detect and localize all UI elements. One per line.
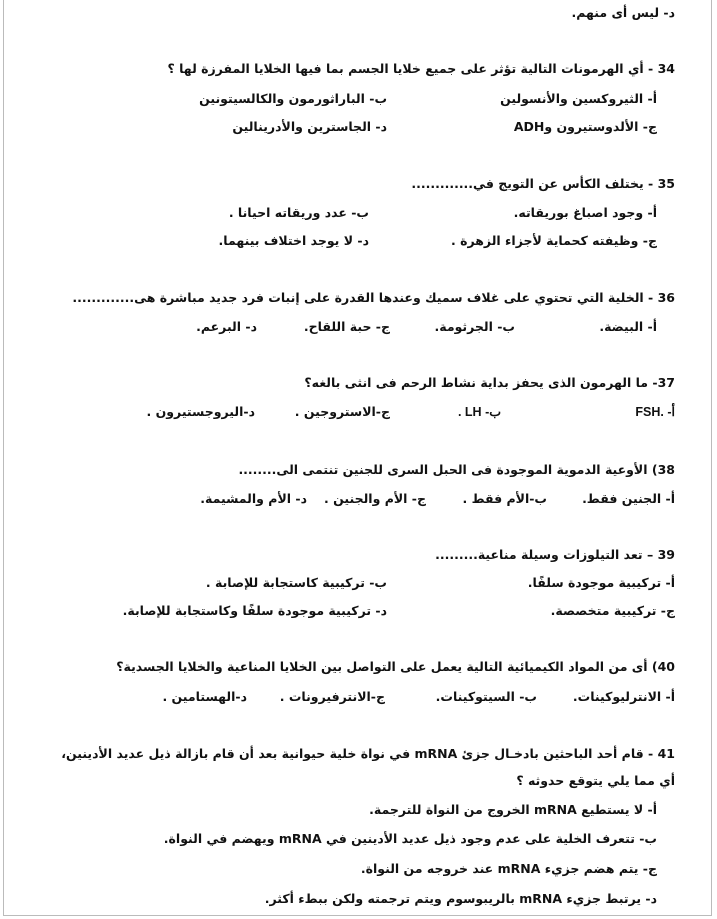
- question-39-stem: 39 – تعد التيلوزات وسيلة مناعية.........: [435, 547, 675, 562]
- q37-option-a: أ- .FSH: [635, 405, 675, 419]
- question-34-stem: 34 - أي الهرمونات التالية تؤثر على جميع خلايا الجسم بما فيها الخلايا المفرزة لها ؟: [167, 61, 675, 76]
- q38-option-b: ب-الأم فقط .: [462, 491, 547, 506]
- q40-option-c: ج-الانترفيرونات .: [279, 689, 385, 704]
- q39-option-c: ج- تركيبية متخصصة.: [550, 603, 675, 618]
- q38-option-a: أ- الجنين فقط.: [582, 491, 675, 506]
- q35-option-a: أ- وجود اصباغ بوريقاته.: [513, 205, 657, 220]
- previous-question-option-d: د- ليس أى منهم.: [571, 5, 675, 20]
- q36-option-a: أ- البيضة.: [599, 319, 657, 334]
- q41-option-c: ج- يتم هضم جزيء mRNA عند خروجه من النواة.: [360, 861, 657, 876]
- q35-option-d: د- لا يوجد اختلاف بينهما.: [218, 233, 369, 248]
- q41-option-a: أ- لا يستطيع mRNA الخروج من النواة للترجمة.: [369, 802, 657, 817]
- q34-option-c: ج- الألدوستيرون وADH: [513, 119, 657, 134]
- q40-option-d: د-الهستامين .: [162, 689, 247, 704]
- q34-option-d: د- الجاسترين والأدرينالين: [232, 119, 387, 134]
- q36-option-d: د- البرعم.: [196, 319, 257, 334]
- q34-option-a: أ- الثيروكسين والأنسولين: [500, 91, 657, 106]
- q38-option-d: د- الأم والمشيمة.: [200, 491, 307, 506]
- q38-option-c: ج- الأم والجنين .: [324, 491, 426, 506]
- question-41-stem-line1: 41 - قام أحد الباحثين بادخـال جزئ mRNA في نواة خلية حيوانية بعد أن قام بازالة ذيل عديد الأدينين،: [61, 746, 675, 761]
- question-41-stem-line2: أي مما يلي يتوقع حدوثه ؟: [516, 773, 675, 788]
- q34-option-b: ب- الباراثورمون والكالسيتونين: [199, 91, 387, 106]
- q39-option-d: د- تركيبية موجودة سلفًا وكاستجابة للإصابة.: [122, 603, 387, 618]
- question-37-stem: 37- ما الهرمون الذى يحفز بداية نشاط الرحم فى انثى بالغه؟: [304, 375, 675, 390]
- q37-option-d: د-اليروجستيرون .: [146, 404, 255, 419]
- q39-option-a: أ- تركيبية موجودة سلفًا.: [527, 575, 675, 590]
- question-38-stem: 38) الأوعية الدموية الموجودة فى الحبل السرى للجنين تنتمى الى........: [238, 462, 675, 477]
- q40-option-a: أ- الانترليوكينات.: [572, 689, 675, 704]
- q41-option-d: د- يرتبط جزيء mRNA بالريبوسوم ويتم ترجمته ولكن ببطء أكثر.: [264, 891, 657, 906]
- question-40-stem: 40) أى من المواد الكيميائية التالية يعمل على التواصل بين الخلايا المناعية والخلايا الجسدية؟: [116, 659, 675, 674]
- q35-option-b: ب- عدد وريقاته احيانا .: [228, 205, 369, 220]
- q35-option-c: ج- وظيفته كحماية لأجزاء الزهرة .: [451, 233, 657, 248]
- q41-option-b: ب- تتعرف الخلية على عدم وجود ذيل عديد الأدينين في mRNA ويهضم في النواة.: [163, 831, 657, 846]
- q40-option-b: ب- السيتوكينات.: [435, 689, 537, 704]
- q36-option-c: ج- حبة اللقاح.: [303, 319, 390, 334]
- question-36-stem: 36 - الخلية التي تحتوي على غلاف سميك وعندها القدرة على إنبات فرد جديد مباشرة هى.............: [72, 290, 675, 305]
- q37-option-c: ج-الاستروجين .: [294, 404, 390, 419]
- question-35-stem: 35 - يختلف الكأس عن التويج في.............: [411, 176, 675, 191]
- q36-option-b: ب- الجرثومة.: [434, 319, 515, 334]
- q37-option-b: ب- LH .: [457, 405, 501, 419]
- q39-option-b: ب- تركيبية كاستجابة للإصابة .: [205, 575, 387, 590]
